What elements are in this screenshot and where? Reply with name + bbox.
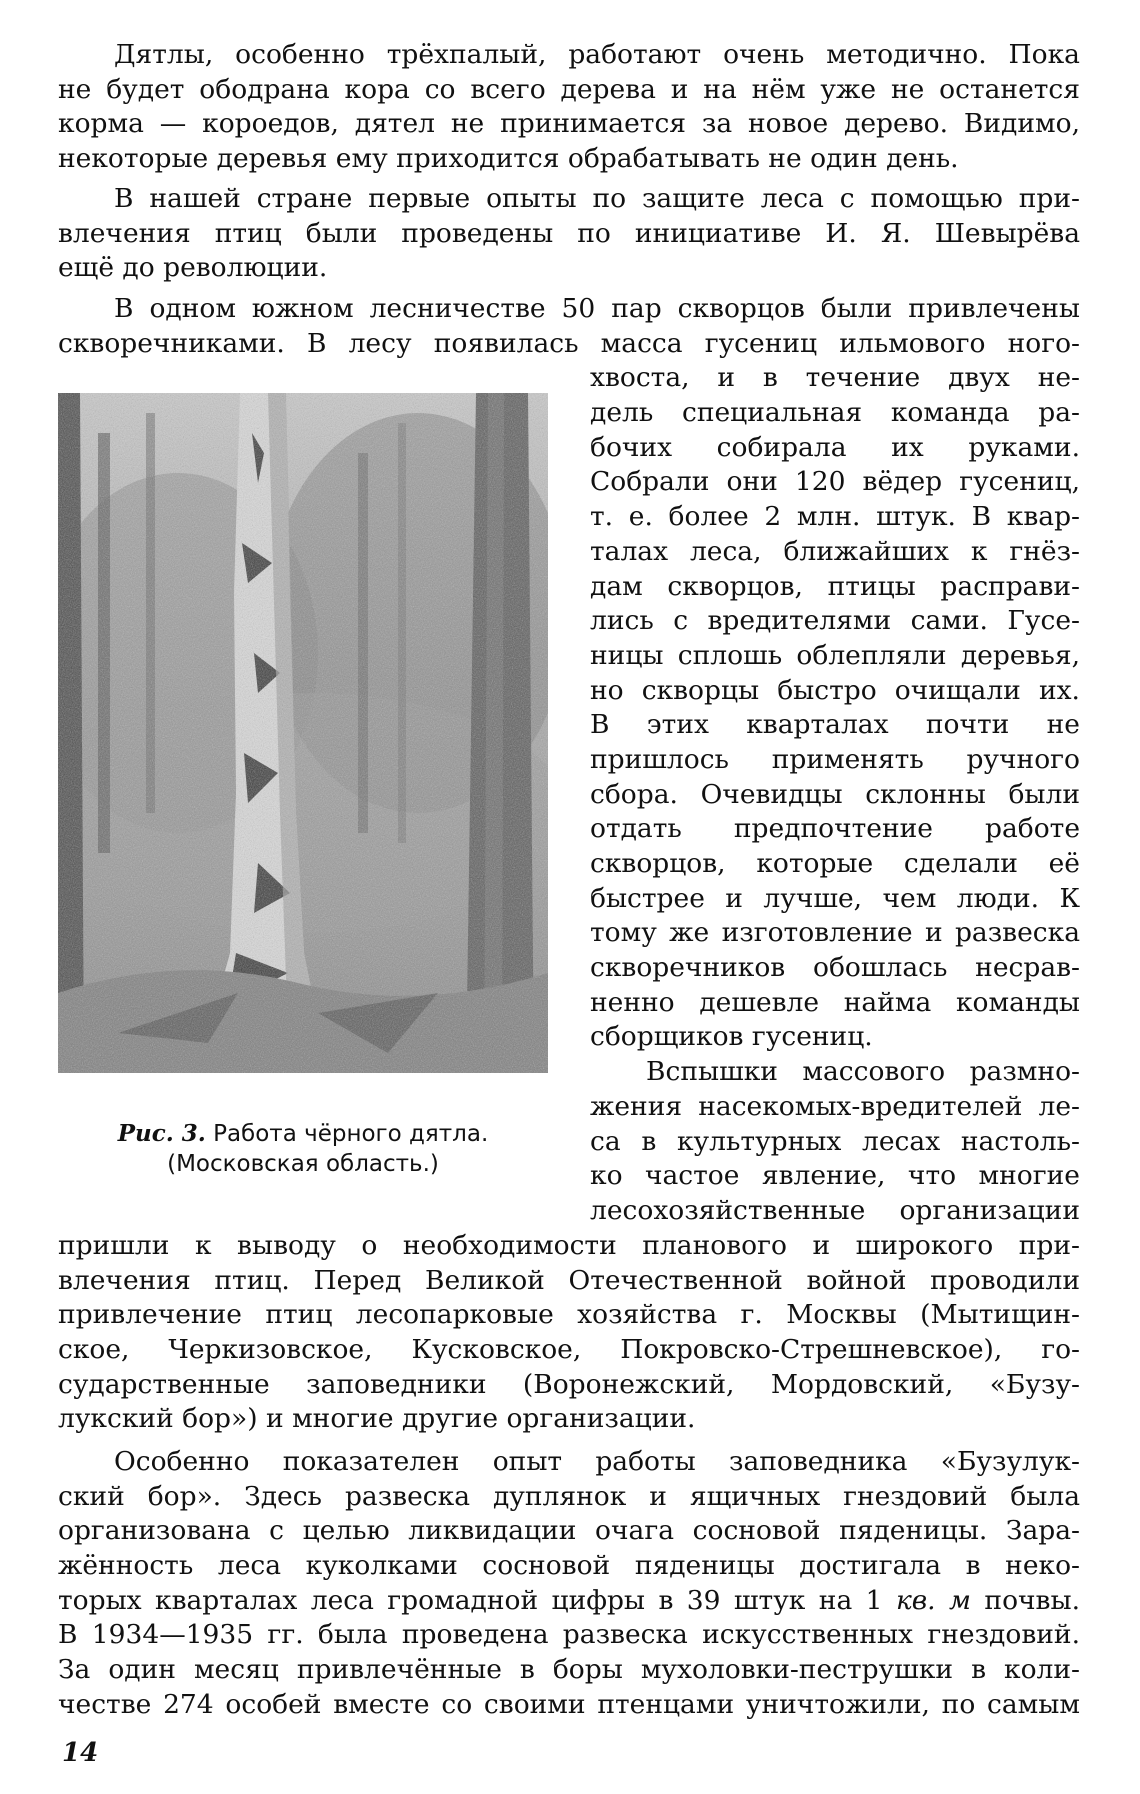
paragraph-3 [58, 292, 1080, 361]
text-line: привлечение птиц лесопарковые хозяйства г. Москвы (Мытищин- [58, 1299, 1080, 1331]
paragraph-2 [58, 182, 1080, 286]
text-line: талах леса, ближайших к гнёз- [590, 535, 1080, 567]
text-line: тому же изготовление и развеска [590, 917, 1080, 949]
text-line: лукский бор») и многие другие организации. [58, 1403, 696, 1435]
text-line: Собрали они 120 вёдер гусениц, [590, 466, 1080, 498]
right-column [590, 361, 1080, 1228]
text-line: корма — короедов, дятел не принимается за новое дерево. Видимо, [58, 108, 1080, 140]
text-line: пришли к выводу о необходимости планового и широкого при- [58, 1230, 1080, 1261]
text-line: ское, Черкизовское, Кусковское, Покровско-Стрешневское), го- [58, 1334, 1080, 1366]
text-line: В нашей стране первые опыты по защите леса с помощью при- [114, 183, 1080, 214]
text-line: но скворцы быстро очищали их. [590, 674, 1080, 706]
text-line: В этих кварталах почти не [590, 709, 1080, 741]
text-line: бочих собирала их руками. [590, 431, 1080, 463]
forest-photo [58, 393, 548, 1073]
text-fragment: почвы. [971, 1584, 1080, 1616]
page-number: 14 [62, 1738, 99, 1768]
text-line: некоторые деревья ему приходится обрабатывать не один день. [58, 143, 959, 175]
text-line: Особенно показателен опыт работы заповедника «Бузулук- [114, 1446, 1080, 1477]
figure-label: Рис. 3. [117, 1120, 206, 1147]
text-line: лись с вредителями сами. Гусе- [590, 605, 1080, 637]
text-line: сборщиков гусениц. [590, 1021, 873, 1053]
text-line: т. е. более 2 млн. штук. В квар- [590, 501, 1080, 533]
text-line: быстрее и лучше, чем люди. К [590, 882, 1080, 914]
caption-region: (Московская область.) [167, 1151, 439, 1177]
text-line: В одном южном лесничестве 50 пар скворцов были привлечены [114, 293, 1080, 324]
figure-3 [58, 393, 548, 1179]
text-line: ский бор». Здесь развеска дуплянок и ящичных гнездовий была [58, 1480, 1080, 1512]
text-line: организована с целью ликвидации очага сосновой пяденицы. Зара- [58, 1515, 1080, 1547]
paragraph-5 [58, 1445, 1080, 1723]
forest-illustration [58, 393, 548, 1073]
text-fragment: торых кварталах леса громадной цифры в 39 штук на 1 [58, 1584, 896, 1616]
text-line: скворечниками. В лесу появилась масса гусениц ильмового ного- [58, 327, 1080, 359]
text-line: пришлось применять ручного [590, 743, 1080, 775]
text-line: не будет ободрана кора со всего дерева и на нём уже не останется [58, 73, 1080, 105]
text-line: отдать предпочтение работе [590, 813, 1080, 845]
text-line: влечения птиц были проведены по инициативе И. Я. Шевырёва [58, 217, 1080, 249]
text-line: дель специальная команда ра- [590, 397, 1080, 429]
text-line: Вспышки массового размно- [646, 1056, 1080, 1088]
figure-caption [58, 1119, 548, 1179]
text-line: дам скворцов, птицы расправи- [590, 570, 1080, 602]
text-line: ещё до революции. [58, 252, 328, 284]
text-line: сударственные заповедники (Воронежский, Мордовский, «Бузу- [58, 1368, 1080, 1400]
text-line: Дятлы, особенно трёхпалый, работают очень методично. Пока [114, 39, 1080, 70]
caption-title: Работа чёрного дятла. [213, 1121, 489, 1147]
text-line: жения насекомых-вредителей ле- [590, 1090, 1080, 1122]
paragraph-4 [58, 1229, 1080, 1437]
text-line: ницы сплошь облепляли деревья, [590, 639, 1080, 671]
unit-square-meter: кв. м [895, 1584, 971, 1616]
text-line [58, 1584, 1080, 1619]
text-line: лесохозяйственные организации [590, 1194, 1080, 1226]
text-line: скворечников обошлась несрав- [590, 952, 1080, 984]
text-line: са в культурных лесах настоль- [590, 1125, 1080, 1157]
text-line: За один месяц привлечённые в боры мухоловки-пеструшки в коли- [58, 1654, 1080, 1686]
text-line: сбора. Очевидцы склонны были [590, 778, 1080, 810]
paragraph-1 [58, 38, 1080, 177]
text-line: скворцов, которые сделали её [590, 848, 1080, 880]
text-line: ненно дешевле найма команды [590, 986, 1080, 1018]
text-line: жённость леса куколками сосновой пяденицы достигала в неко- [58, 1550, 1080, 1582]
text-line: честве 274 особей вместе со своими птенцами уничтожили, по самым [58, 1688, 1080, 1720]
text-line: ко частое явление, что многие [590, 1160, 1080, 1192]
text-line: хвоста, и в течение двух не- [590, 362, 1080, 394]
text-line: влечения птиц. Перед Великой Отечественной войной проводили [58, 1264, 1080, 1296]
text-line: В 1934—1935 гг. была проведена развеска искусственных гнездовий. [58, 1619, 1080, 1651]
